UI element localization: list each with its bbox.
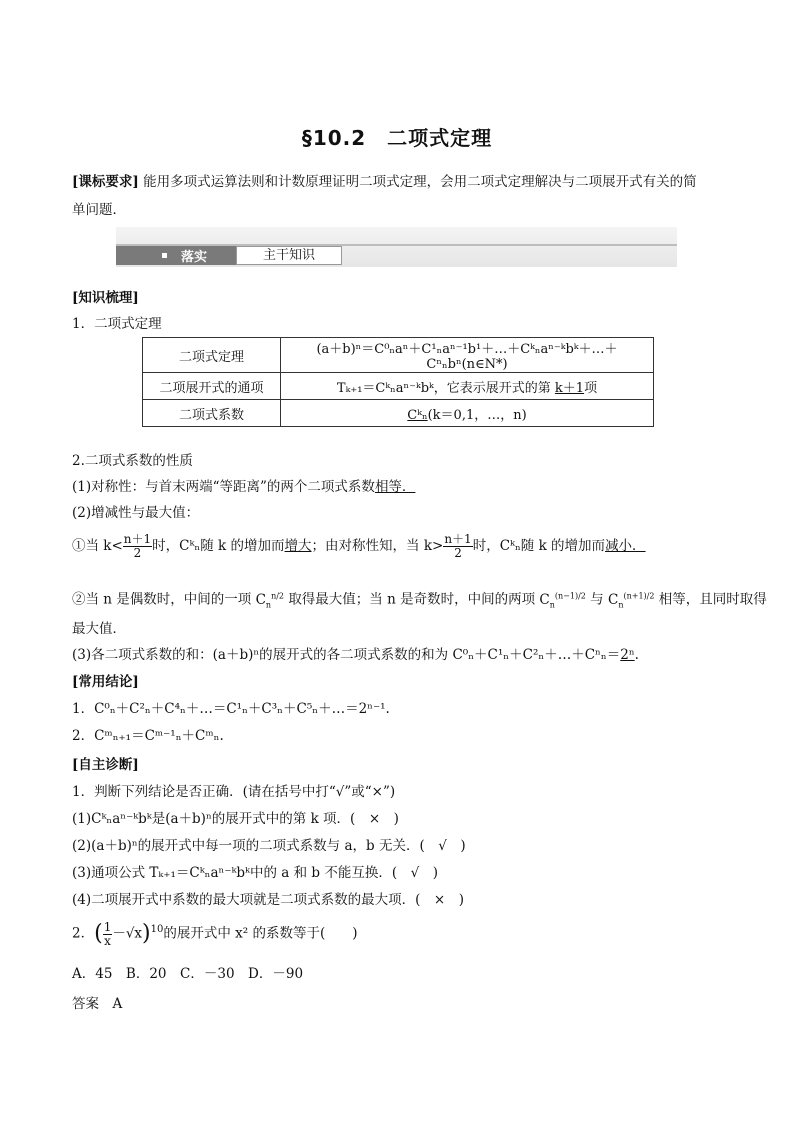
question-1-item: (3)通项公式 Tₖ₊₁＝Cᵏₙaⁿ⁻ᵏbᵏ中的 a 和 b 不能互换．( √ ) [72, 865, 438, 881]
fraction-num: n＋1 [123, 532, 152, 546]
square-icon [162, 253, 167, 258]
sqrt-term: －√x [112, 925, 143, 942]
question-2-answer: 答案 A [72, 996, 123, 1012]
conclusion-1: 1．C⁰ₙ＋C²ₙ＋C⁴ₙ＋…＝C¹ₙ＋C³ₙ＋C⁵ₙ＋…＝2ⁿ⁻¹. [72, 701, 390, 717]
fraction [103, 921, 113, 948]
banner-left [116, 246, 236, 265]
question-2-options: A．45 B．20 C．－30 D．－90 [72, 966, 304, 982]
left-paren: ( [94, 921, 103, 946]
property-3 [72, 645, 639, 665]
table-content-answer: Cᵏₙ [407, 407, 428, 423]
property-2a-text: 时，Cᵏₙ随 k 的增加而 [152, 538, 285, 554]
property-2b-text: 与 [590, 591, 604, 608]
combination-upper: $C_n^{(n+1)/2}$ [607, 591, 655, 610]
property-2b-line2: 最大值． [72, 621, 126, 637]
question-1-item: (2)(a＋b)ⁿ的展开式中每一项的二项式系数与 a，b 无关．( √ ) [72, 838, 466, 854]
table-content-post: 项 [584, 380, 598, 396]
property-3-end: . [634, 647, 639, 663]
property-1 [72, 477, 415, 497]
property-2b-text: 相等，且同时取得 [658, 591, 767, 608]
table-label: 二项展开式的通项 [143, 373, 281, 400]
property-3-text: (3)各二项式系数的和：(a＋b)ⁿ的展开式的各二项式系数的和为 C⁰ₙ＋C¹ₙ＋C²ₙ＋…＋Cⁿₙ＝ [72, 647, 621, 663]
fraction-den: 2 [454, 546, 462, 560]
page-title: §10.2 二项式定理 [301, 126, 493, 150]
table-content: (a＋b)ⁿ＝C⁰ₙaⁿ＋C¹ₙaⁿ⁻¹b¹＋…＋Cᵏₙaⁿ⁻ᵏbᵏ＋…＋Cⁿₙbⁿ(n∈N*) [281, 338, 654, 373]
fraction-den: x [104, 933, 111, 948]
section-banner [116, 227, 677, 267]
knowledge-heading: [知识梳理] [72, 290, 139, 306]
binomial-table [142, 337, 654, 427]
fraction [123, 533, 152, 560]
table-content [281, 373, 654, 400]
conclusion-2: 2．Cᵐₙ₊₁＝Cᵐ⁻¹ₙ＋Cᵐₙ. [72, 728, 224, 744]
diag-heading: [自主诊断] [72, 757, 139, 773]
property-2a-text: ①当 k< [72, 538, 123, 554]
requirement-text: 能用多项式运算法则和计数原理证明二项式定理，会用二项式定理解决与二项展开式有关的简 [143, 174, 697, 190]
property-2a-text: ；由对称性知，当 k> [311, 538, 444, 554]
combination-lower: $C_n^{(n-1)/2}$ [539, 591, 586, 610]
property-1-text: (1)对称性：与首末两端“等距离”的两个二项式系数 [72, 479, 375, 495]
property-2a-text: 时，Cᵏₙ随 k 的增加而 [472, 538, 606, 554]
question-1-item: (4)二项展开式中系数的最大项就是二项式系数的最大项．( × ) [72, 892, 464, 908]
fraction-num: 1 [103, 919, 112, 934]
question-1-title: 1．判断下列结论是否正确．(请在括号中打“√”或“×”) [72, 784, 396, 800]
combination-middle: $C_n^{n/2}$ [255, 591, 285, 610]
requirement-line1 [72, 172, 697, 192]
property-2a [72, 533, 646, 560]
property-3-answer: 2ⁿ [620, 647, 635, 663]
table-content-post: (k＝0,1，…，n) [427, 407, 527, 423]
table-label: 二项式系数 [143, 400, 281, 427]
section2-title: 2.二项式系数的性质 [72, 453, 193, 469]
property-2b [72, 586, 767, 615]
requirement-line2: 单问题． [72, 202, 126, 218]
right-paren: ) [142, 921, 151, 946]
question-2 [72, 920, 358, 948]
table-content [281, 400, 654, 427]
table-label: 二项式定理 [143, 338, 281, 373]
requirement-tag: [课标要求] [72, 174, 139, 190]
common-heading: [常用结论] [72, 674, 139, 690]
banner-right: 主干知识 [236, 246, 342, 265]
question-2-text: 的展开式中 x² 的系数等于( ) [163, 925, 358, 942]
property-2a-answer: 减小． [605, 538, 646, 554]
table-row [143, 338, 654, 373]
fraction [443, 533, 472, 560]
banner-left-label: 落实 [181, 250, 208, 265]
exponent: 10 [150, 924, 164, 935]
property-2: (2)增减性与最大值： [72, 505, 200, 521]
table-row [143, 400, 654, 427]
question-2-num: 2． [72, 925, 95, 942]
property-1-answer: 相等． [374, 479, 416, 495]
fraction-den: 2 [133, 546, 142, 560]
property-2b-text: ②当 n 是偶数时，中间的一项 [72, 591, 252, 608]
table-content-answer: k＋1 [554, 380, 585, 396]
question-1-item: (1)Cᵏₙaⁿ⁻ᵏbᵏ是(a＋b)ⁿ的展开式中的第 k 项．( × ) [72, 811, 399, 827]
section1-title: 1．二项式定理 [72, 316, 162, 332]
property-2b-text: 取得最大值；当 n 是奇数时，中间的两项 [288, 591, 536, 608]
table-row [143, 373, 654, 400]
property-2a-answer: 增大 [284, 538, 312, 554]
table-content-pre: Tₖ₊₁＝Cᵏₙaⁿ⁻ᵏbᵏ，它表示展开式的第 [336, 380, 551, 396]
fraction-num: n＋1 [444, 532, 472, 546]
